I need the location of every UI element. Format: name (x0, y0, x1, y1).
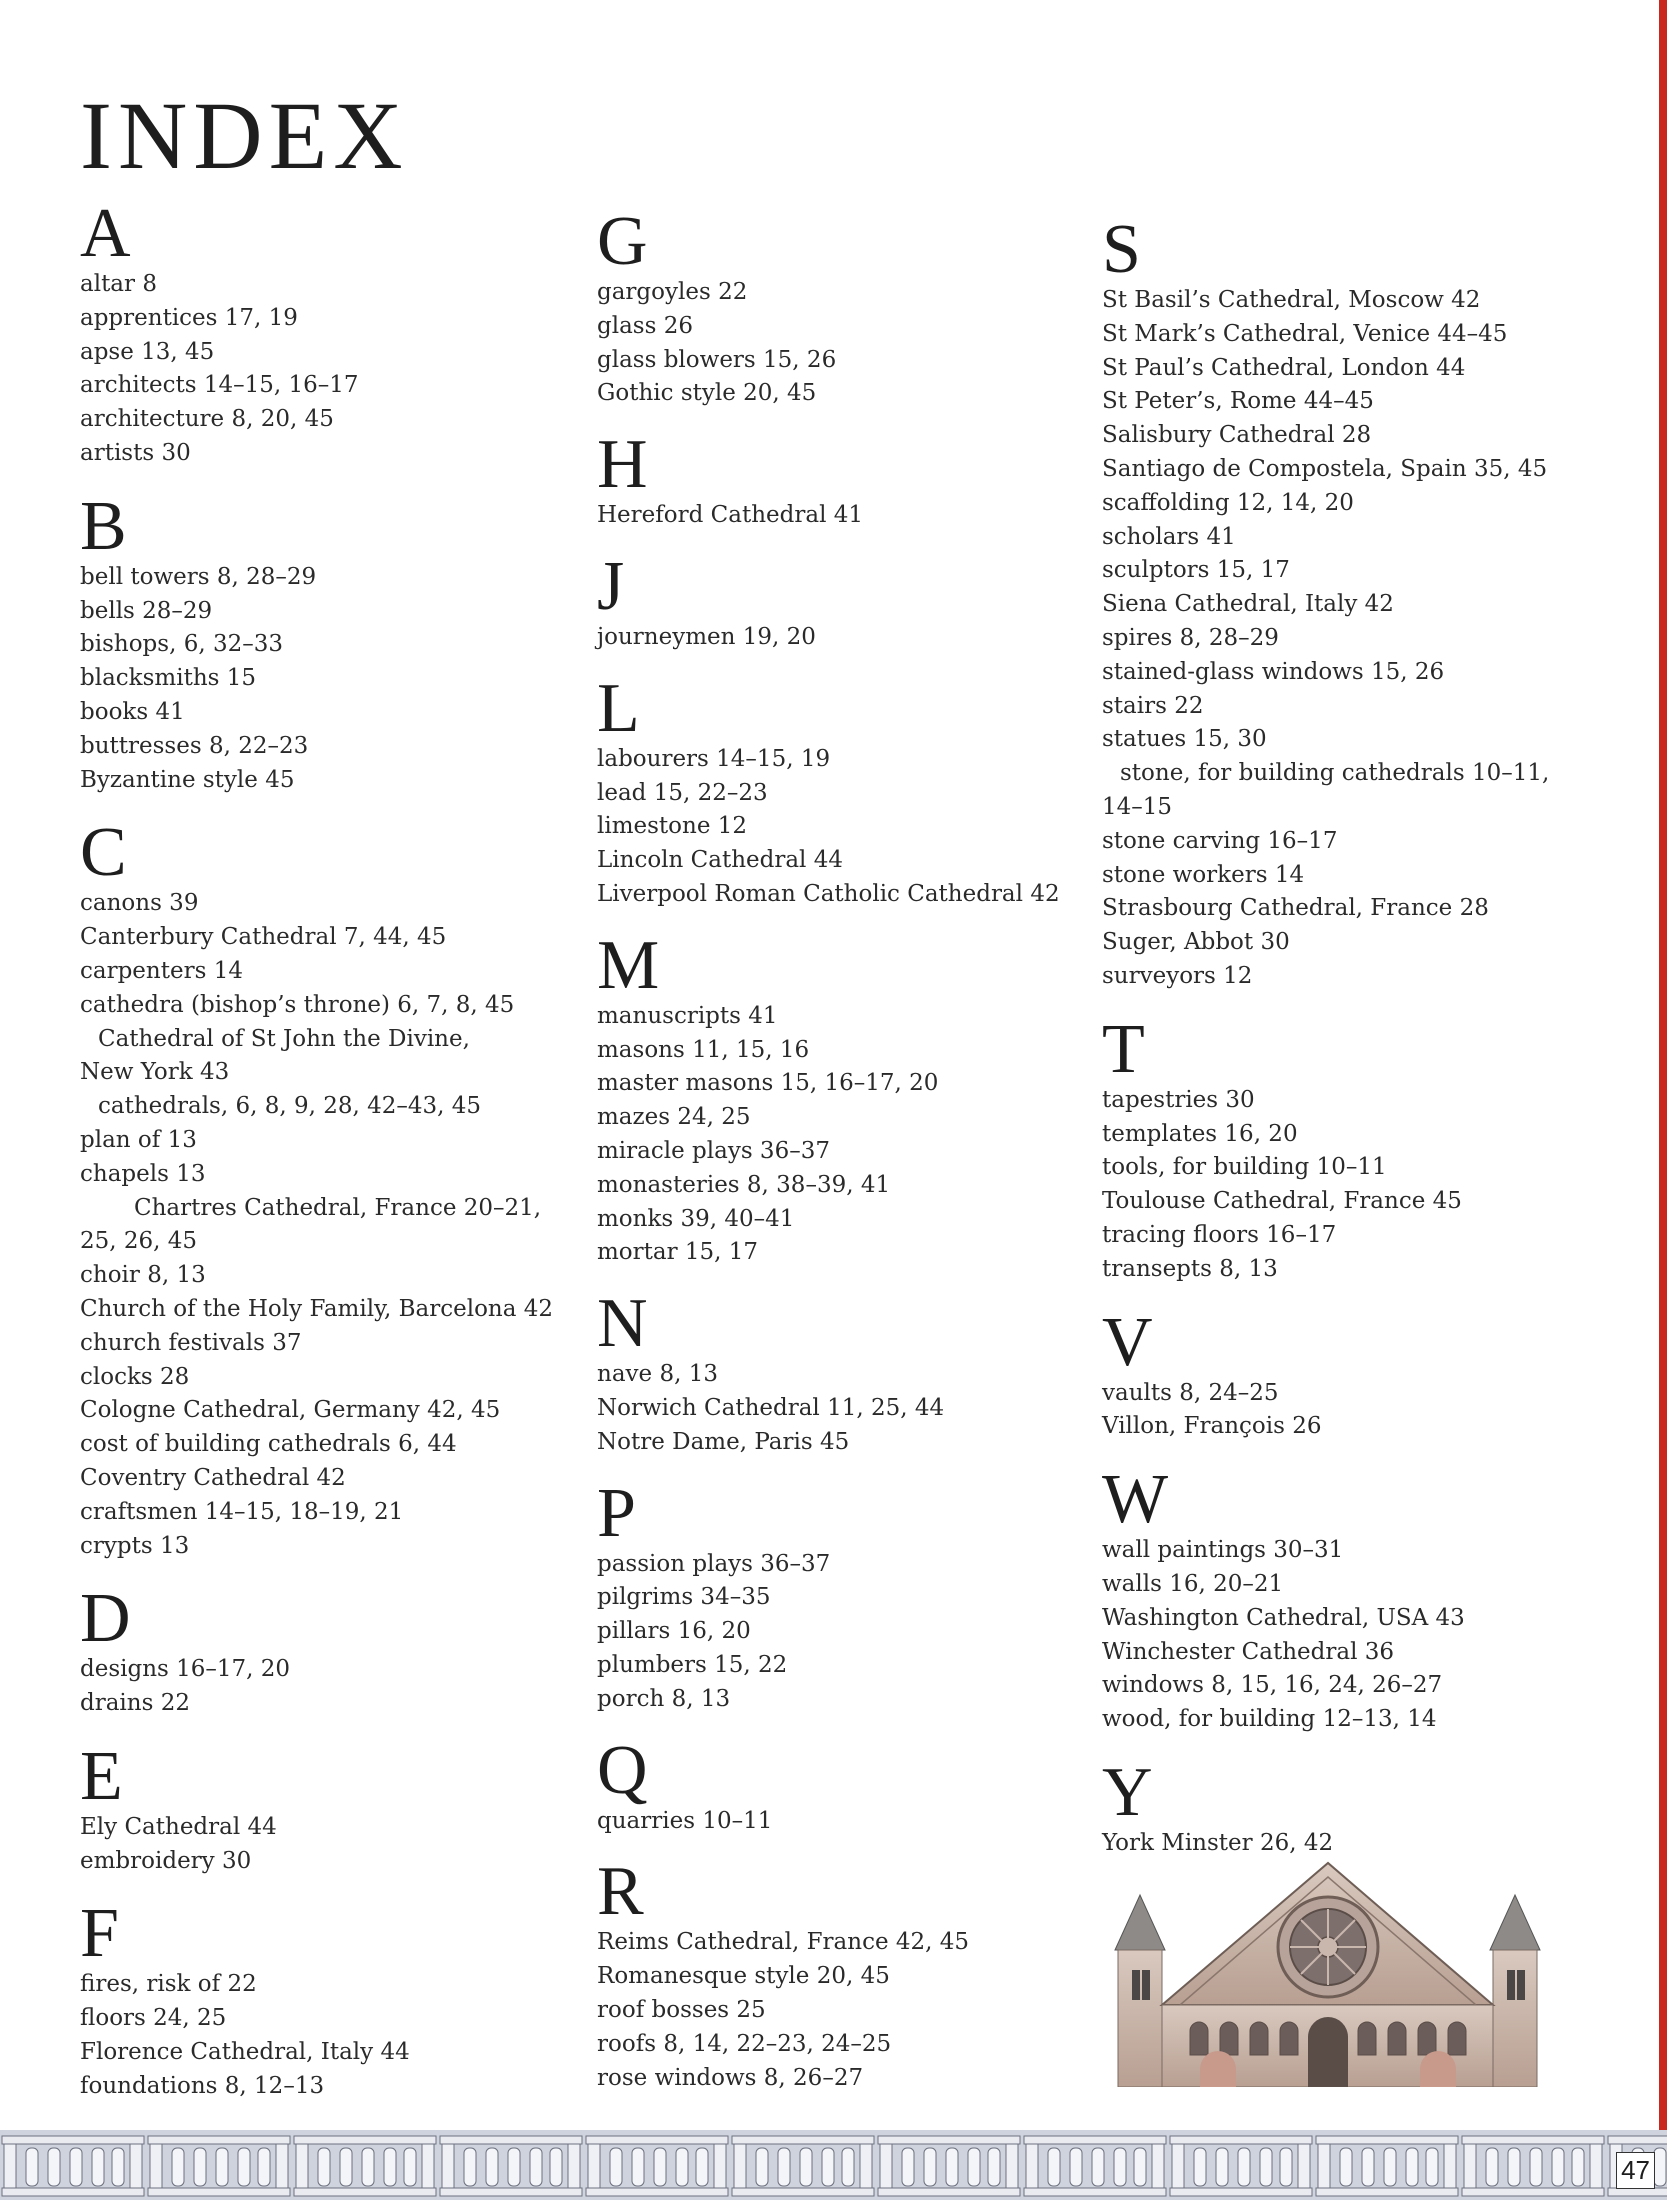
index-entry: York Minster 26, 42 (1102, 1829, 1334, 1856)
index-entry: crypts 13 (80, 1532, 190, 1559)
index-entry: Villon, François 26 (1102, 1413, 1322, 1440)
index-entry: Toulouse Cathedral, France 45 (1102, 1188, 1462, 1215)
index-entry: Church of the Holy Family, Barcelona 42 (80, 1295, 554, 1322)
index-entry: gargoyles 22 (597, 279, 748, 305)
index-entry: mortar 15, 17 (597, 1239, 759, 1266)
index-entry: embroidery 30 (80, 1847, 252, 1874)
index-section-j (597, 547, 1097, 655)
index-entry: canons 39 (80, 890, 199, 917)
index-section-l (597, 669, 1097, 912)
index-entry: Florence Cathedral, Italy 44 (80, 2039, 410, 2066)
index-entry: transepts 8, 13 (1102, 1255, 1278, 1282)
index-entry: church festivals 37 (80, 1329, 302, 1356)
section-letter: T (1102, 1010, 1145, 1088)
entry-list (1102, 1534, 1602, 1737)
index-entry: lead 15, 22–23 (597, 779, 768, 806)
index-entry: bells 28–29 (80, 597, 213, 624)
index-entry: passion plays 36–37 (597, 1550, 831, 1577)
index-entry: plumbers 15, 22 (597, 1651, 788, 1678)
section-letter: C (80, 814, 127, 892)
index-section-s (1102, 211, 1602, 994)
index-entry: monks 39, 40–41 (597, 1205, 795, 1232)
index-entry: pilgrims 34–35 (597, 1584, 771, 1611)
index-entry: books 41 (80, 698, 185, 725)
index-entry: Siena Cathedral, Italy 42 (1102, 591, 1394, 618)
index-section-m (597, 926, 1097, 1270)
index-entry: St Paul’s Cathedral, London 44 (1102, 354, 1466, 381)
index-entry: architecture 8, 20, 45 (80, 406, 334, 433)
index-entry: roofs 8, 14, 22–23, 24–25 (597, 2030, 892, 2057)
section-letter: R (597, 1853, 644, 1931)
index-entry: limestone 12 (597, 813, 748, 840)
index-section-f (80, 1895, 580, 2103)
index-entry: cost of building cathedrals 6, 44 (80, 1431, 457, 1458)
index-entry: tools, for building 10–11 (1102, 1154, 1387, 1181)
index-entry: foundations 8, 12–13 (80, 2072, 325, 2099)
index-section-g (597, 203, 1097, 411)
entry-list (80, 1653, 580, 1721)
index-entry: fires, risk of 22 (80, 1971, 257, 1998)
index-entry: templates 16, 20 (1102, 1120, 1298, 1147)
index-entry: apse 13, 45 (80, 338, 215, 365)
section-letter: A (80, 195, 131, 272)
index-entry: carpenters 14 (80, 957, 243, 984)
index-entry: monasteries 8, 38–39, 41 (597, 1171, 891, 1198)
index-section-q (597, 1731, 1097, 1839)
index-entry: Washington Cathedral, USA 43 (1102, 1604, 1465, 1631)
index-entry: Ely Cathedral 44 (80, 1813, 277, 1840)
index-entry: floors 24, 25 (80, 2005, 227, 2032)
index-entry: Gothic style 20, 45 (597, 380, 817, 407)
entry-list (80, 887, 580, 1563)
index-column-1 (80, 195, 580, 2104)
index-entry: 25, 26, 45 (80, 1228, 198, 1255)
index-entry: miracle plays 36–37 (597, 1137, 830, 1164)
index-entry: pillars 16, 20 (597, 1618, 751, 1645)
index-section-n (597, 1285, 1097, 1459)
index-entry: Hereford Cathedral 41 (597, 502, 864, 529)
index-entry: stone workers 14 (1102, 861, 1305, 888)
index-entry: cathedrals, 6, 8, 9, 28, 42–43, 45 (98, 1093, 482, 1120)
index-entry: Strasbourg Cathedral, France 28 (1102, 895, 1489, 922)
section-letter: G (597, 203, 648, 280)
index-entry: Canterbury Cathedral 7, 44, 45 (80, 924, 447, 951)
index-entry: designs 16–17, 20 (80, 1656, 291, 1683)
index-entry: bell towers 8, 28–29 (80, 563, 317, 590)
index-entry: journeymen 19, 20 (597, 623, 816, 650)
page-number: 47 (1616, 2152, 1655, 2189)
index-entry: Coventry Cathedral 42 (80, 1464, 346, 1491)
index-entry: master masons 15, 16–17, 20 (597, 1070, 939, 1097)
index-entry: Cathedral of St John the Divine, (98, 1025, 470, 1052)
section-letter: L (597, 669, 640, 747)
index-section-h (597, 426, 1097, 533)
index-entry: Liverpool Roman Catholic Cathedral 42 (597, 880, 1060, 907)
index-entry: apprentices 17, 19 (80, 304, 298, 331)
index-entry: St Peter’s, Rome 44–45 (1102, 388, 1374, 415)
index-entry: Byzantine style 45 (80, 766, 295, 793)
entry-list (597, 1805, 1097, 1839)
entry-list (1102, 284, 1602, 994)
index-entry: stone carving 16–17 (1102, 827, 1338, 854)
entry-list (597, 276, 1097, 411)
index-entry: New York 43 (80, 1059, 230, 1086)
index-entry: roof bosses 25 (597, 1996, 766, 2023)
section-letter: S (1102, 211, 1141, 288)
index-section-p (597, 1474, 1097, 1717)
index-entry: glass blowers 15, 26 (597, 346, 837, 373)
index-entry: surveyors 12 (1102, 962, 1253, 989)
index-entry: tapestries 30 (1102, 1086, 1255, 1113)
section-letter: H (597, 426, 648, 504)
index-section-a (80, 195, 580, 471)
entry-list (597, 743, 1097, 912)
index-entry: chapels 13 (80, 1160, 206, 1187)
index-section-v (1102, 1303, 1602, 1445)
index-entry: plan of 13 (80, 1126, 197, 1153)
index-entry: Chartres Cathedral, France 20–21, (134, 1194, 542, 1221)
page-title: INDEX (80, 82, 409, 189)
index-entry: Romanesque style 20, 45 (597, 1963, 890, 1990)
index-section-b (80, 487, 580, 798)
entry-list (1102, 1377, 1602, 1445)
index-entry: choir 8, 13 (80, 1262, 206, 1289)
index-entry: sculptors 15, 17 (1102, 557, 1290, 584)
index-entry: 14–15 (1102, 793, 1173, 820)
index-entry: Suger, Abbot 30 (1102, 929, 1290, 956)
entry-list (597, 1358, 1097, 1459)
index-entry: St Mark’s Cathedral, Venice 44–45 (1102, 320, 1508, 347)
section-letter: Q (597, 1731, 648, 1809)
section-letter: V (1102, 1303, 1153, 1381)
section-letter: P (597, 1474, 636, 1552)
section-letter: N (597, 1285, 648, 1363)
index-entry: statues 15, 30 (1102, 726, 1267, 753)
index-entry: altar 8 (80, 271, 157, 297)
index-entry: stairs 22 (1102, 692, 1204, 719)
entry-list (597, 499, 1097, 533)
index-section-r (597, 1853, 1097, 2095)
index-entry: Santiago de Compostela, Spain 35, 45 (1102, 455, 1548, 482)
index-section-d (80, 1580, 580, 1721)
index-entry: Reims Cathedral, France 42, 45 (597, 1929, 970, 1956)
index-entry: windows 8, 15, 16, 24, 26–27 (1102, 1672, 1443, 1699)
index-entry: scaffolding 12, 14, 20 (1102, 489, 1354, 516)
index-entry: rose windows 8, 26–27 (597, 2064, 864, 2091)
index-entry: blacksmiths 15 (80, 665, 257, 692)
index-entry: Lincoln Cathedral 44 (597, 847, 843, 874)
index-entry: walls 16, 20–21 (1102, 1570, 1284, 1597)
index-entry: Salisbury Cathedral 28 (1102, 422, 1372, 449)
section-letter: W (1102, 1461, 1169, 1539)
section-letter: E (80, 1737, 123, 1815)
index-section-w (1102, 1461, 1602, 1737)
index-entry: spires 8, 28–29 (1102, 624, 1279, 651)
index-entry: Notre Dame, Paris 45 (597, 1428, 850, 1455)
entry-list (80, 1968, 580, 2103)
index-entry: architects 14–15, 16–17 (80, 372, 359, 399)
decorative-balustrade (0, 2130, 1667, 2200)
entry-list (80, 268, 580, 471)
section-letter: M (597, 926, 660, 1004)
index-column-2 (597, 203, 1097, 2095)
index-entry: scholars 41 (1102, 523, 1236, 550)
entry-list (597, 1548, 1097, 1717)
index-entry: wood, for building 12–13, 14 (1102, 1706, 1437, 1733)
index-entry: artists 30 (80, 439, 191, 466)
index-entry: bishops, 6, 32–33 (80, 631, 283, 658)
index-entry: drains 22 (80, 1690, 190, 1717)
index-entry: vaults 8, 24–25 (1102, 1379, 1279, 1406)
index-entry: manuscripts 41 (597, 1002, 778, 1029)
index-entry: Winchester Cathedral 36 (1102, 1638, 1395, 1665)
index-section-y (1102, 1753, 1602, 1861)
index-entry: buttresses 8, 22–23 (80, 732, 309, 759)
index-entry: wall paintings 30–31 (1102, 1537, 1344, 1564)
index-entry: clocks 28 (80, 1363, 190, 1390)
index-entry: craftsmen 14–15, 18–19, 21 (80, 1498, 404, 1525)
index-entry: St Basil’s Cathedral, Moscow 42 (1102, 287, 1481, 313)
entry-list (597, 1000, 1097, 1270)
section-letter: J (597, 547, 625, 625)
index-entry: glass 26 (597, 312, 693, 339)
section-letter: D (80, 1580, 131, 1658)
index-entry: mazes 24, 25 (597, 1104, 751, 1131)
entry-list (597, 1926, 1097, 2095)
index-section-c (80, 814, 580, 1563)
index-entry: stained-glass windows 15, 26 (1102, 658, 1445, 685)
red-edge-bar (1659, 0, 1667, 2130)
index-entry: labourers 14–15, 19 (597, 745, 831, 772)
section-letter: B (80, 487, 127, 565)
section-letter: F (80, 1895, 119, 1973)
entry-list (1102, 1084, 1602, 1287)
index-entry: quarries 10–11 (597, 1807, 773, 1834)
index-entry: porch 8, 13 (597, 1685, 731, 1712)
index-entry: Cologne Cathedral, Germany 42, 45 (80, 1397, 501, 1424)
index-section-t (1102, 1010, 1602, 1287)
cathedral-facade-illustration (1080, 1855, 1580, 2087)
index-entry: masons 11, 15, 16 (597, 1036, 810, 1063)
index-entry: stone, for building cathedrals 10–11, (1120, 760, 1550, 787)
index-section-e (80, 1737, 580, 1879)
entry-list (80, 561, 580, 798)
index-entry: nave 8, 13 (597, 1361, 718, 1388)
entry-list (597, 621, 1097, 655)
index-entry: Norwich Cathedral 11, 25, 44 (597, 1394, 945, 1421)
index-column-3 (1102, 211, 1602, 1861)
index-entry: cathedra (bishop’s throne) 6, 7, 8, 45 (80, 991, 515, 1018)
entry-list (80, 1811, 580, 1879)
section-letter: Y (1102, 1753, 1153, 1831)
index-entry: tracing floors 16–17 (1102, 1221, 1337, 1248)
